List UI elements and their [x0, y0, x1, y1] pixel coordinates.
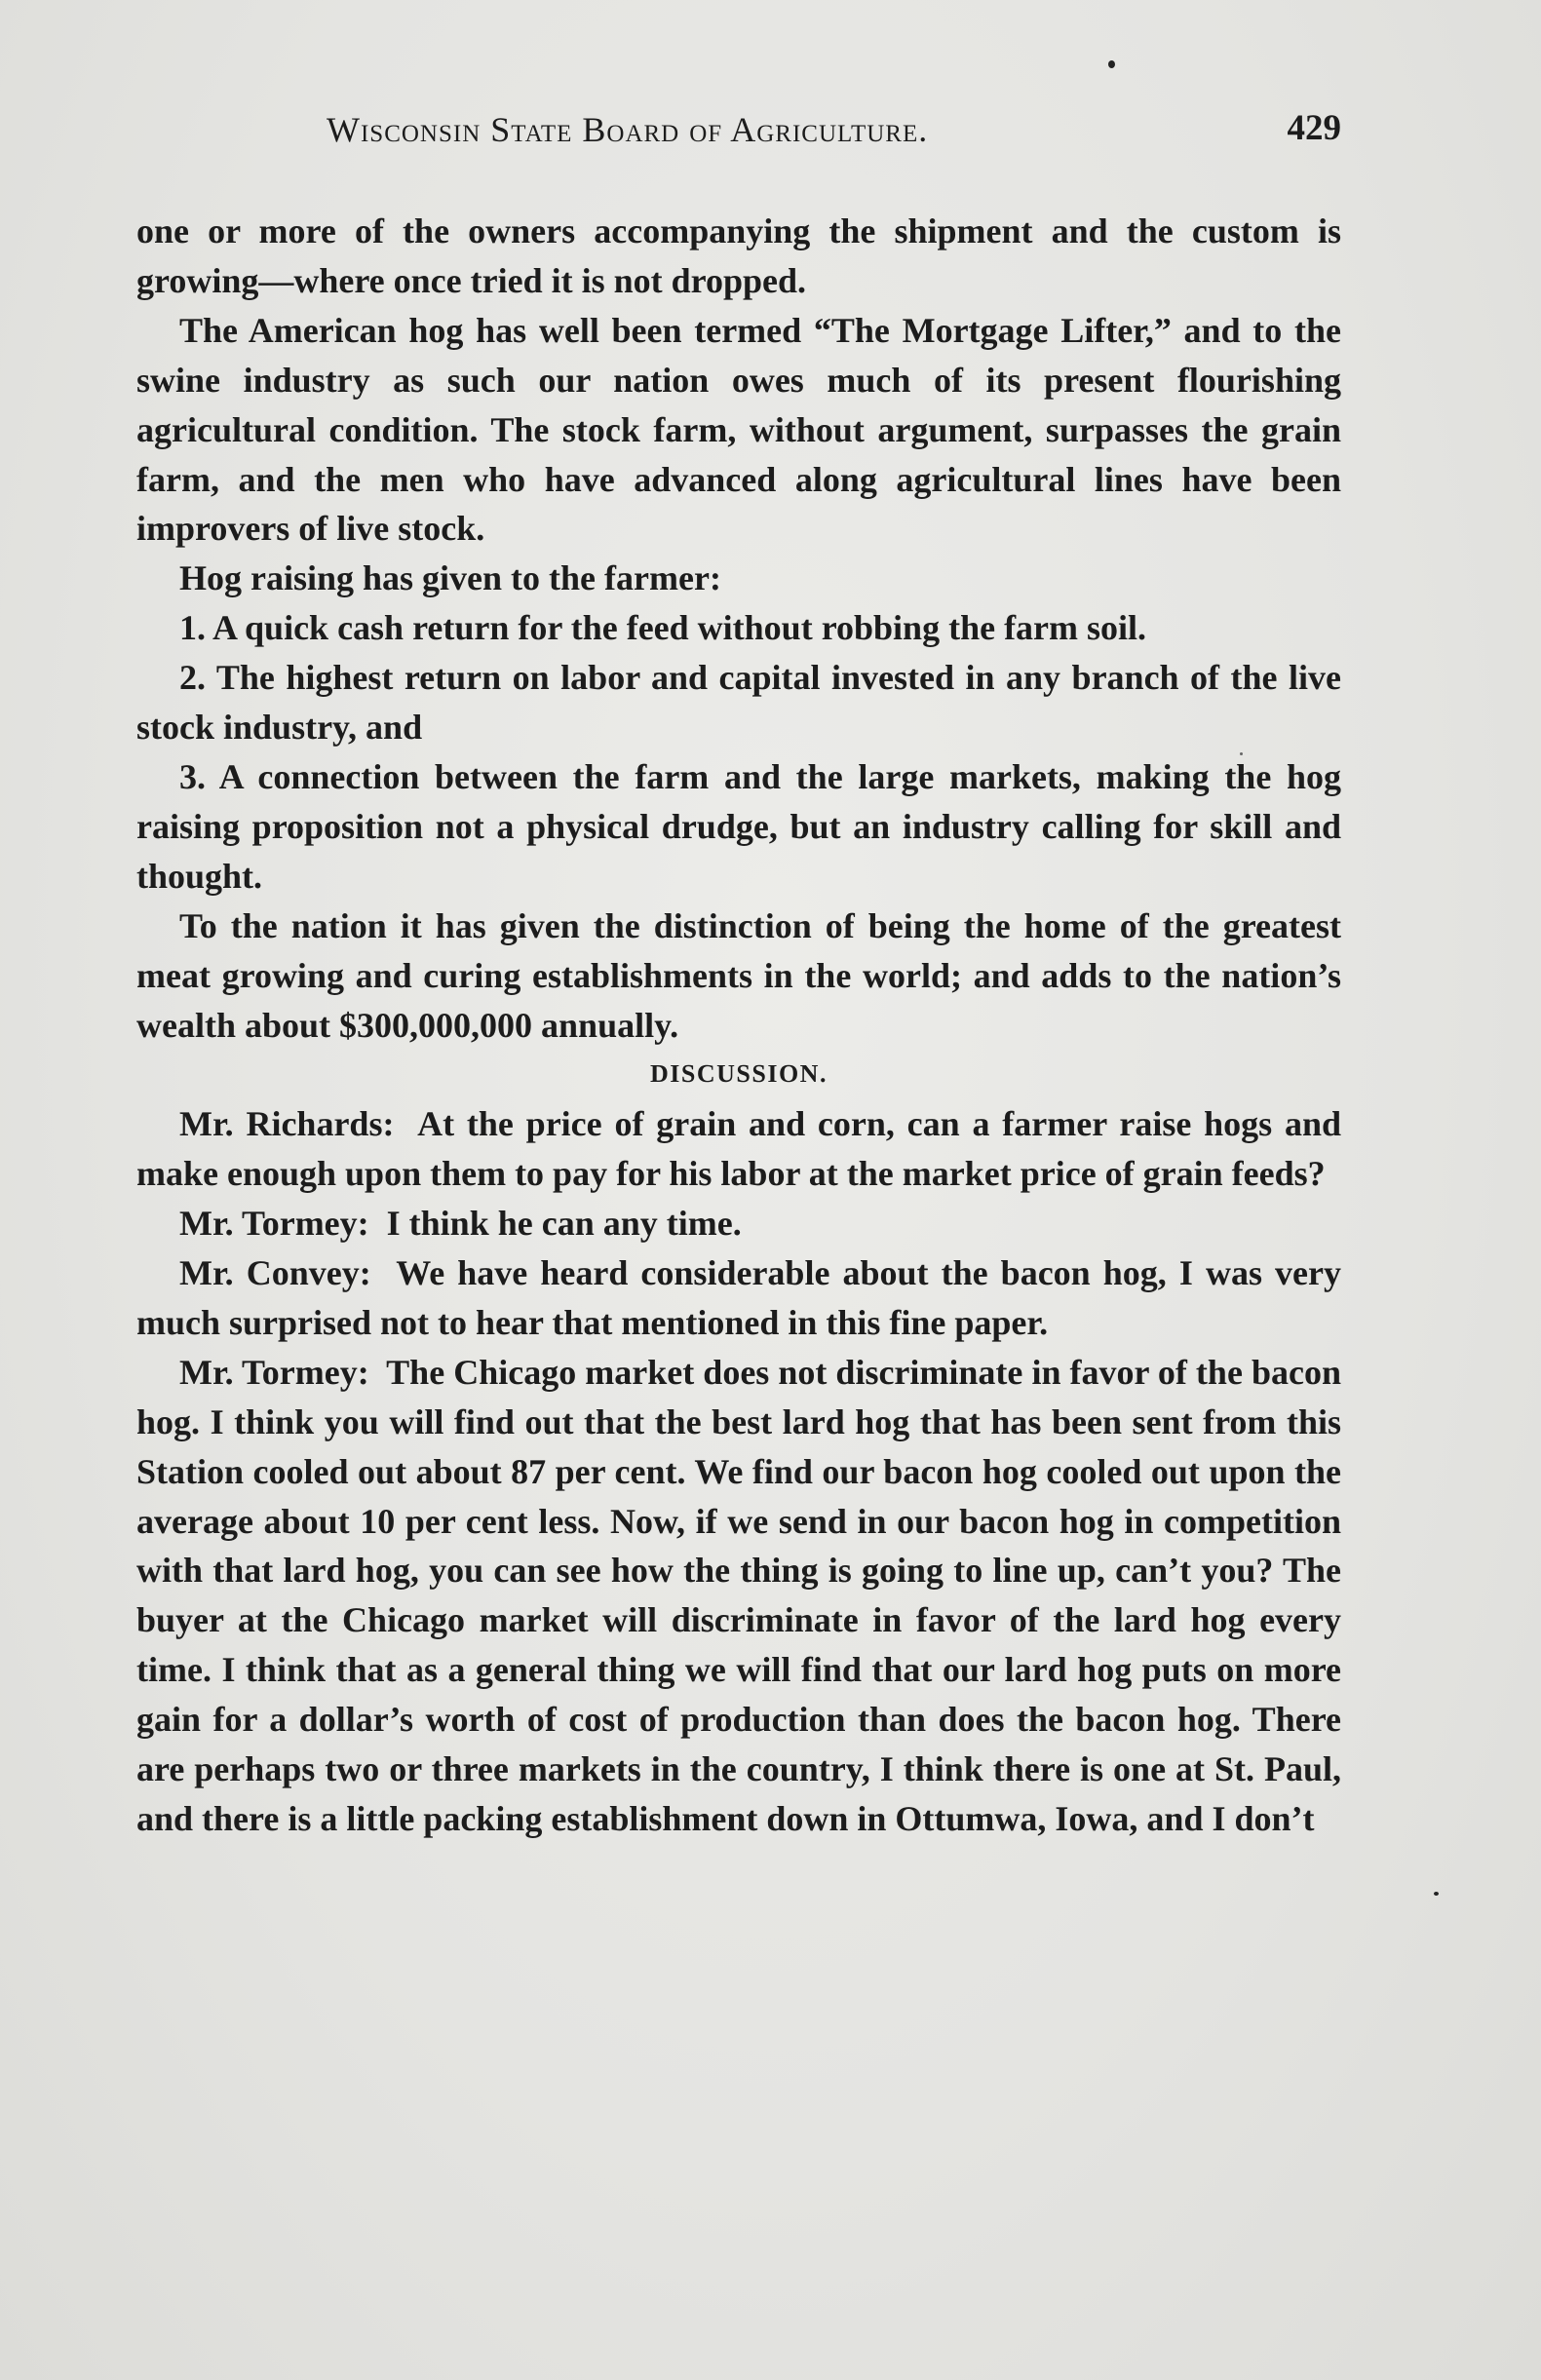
speaker-name: Mr. Richards:	[179, 1104, 395, 1144]
paragraph: Hog raising has given to the farmer:	[179, 558, 721, 598]
running-head: Wisconsin State Board of Agriculture.	[327, 110, 929, 149]
discussion-entry	[136, 1248, 1341, 1348]
paragraph: To the nation it has given the distinction of being the home of the greatest meat growing and curing establishments in the world; and adds to the nation’s wealth about $300,000,000 annually.	[136, 905, 1341, 1045]
page-header	[136, 101, 1341, 160]
discussion-text: We have heard considerable about the bacon hog, I was very much surprised not to hear that mentioned in this fine paper.	[136, 1253, 1341, 1342]
discussion-text: I think he can any time.	[386, 1204, 742, 1244]
list-item: 2. The highest return on labor and capital invested in any branch of the live stock industry, and	[136, 658, 1341, 748]
discussion-entry	[136, 1348, 1341, 1844]
speaker-name: Mr. Tormey:	[179, 1204, 369, 1244]
speaker-name: Mr. Convey:	[179, 1253, 371, 1293]
page-number: 429	[1287, 108, 1341, 148]
paragraph: The American hog has well been termed “The Mortgage Lifter,” and to the swine industry as such our nation owes much of its present flourishing agricultural condition. The stock farm, without argument, surpasses the grain farm, and the men who have advanced along agricultural lines have been improvers of live stock.	[136, 310, 1341, 549]
discussion-entry	[136, 1099, 1341, 1199]
discussion-text: At the price of grain and corn, can a farmer raise hogs and make enough upon them to pay for his labor at the market price of grain feeds?	[136, 1104, 1342, 1194]
paragraph: one or more of the owners accompanying the shipment and the custom is growing—where once tried it is not dropped.	[136, 211, 1341, 300]
list-item: 3. A connection between the farm and the large markets, making the hog raising proposition not a physical drudge, but an industry calling for skill and thought.	[136, 756, 1341, 896]
print-speck	[1108, 60, 1115, 68]
page-body	[136, 207, 1341, 1844]
list-item: 1. A quick cash return for the feed without robbing the farm soil.	[179, 608, 1147, 648]
discussion-entry	[136, 1199, 1341, 1248]
discussion-text: The Chicago market does not discriminate in favor of the bacon hog. I think you will find out that the best lard hog that has been sent from this Station cooled out about 87 per cent. We find our bacon hog cooled out upon the average about 10 per cent less. Now, if we send in our bacon hog in competition with that lard hog, you can see how the thing is going to line up, can’t you? The buyer at the Chicago market will discriminate in favor of the lard hog every time. I think that as a general thing we will find that our lard hog puts on more gain for a dollar’s worth of cost of production than does the bacon hog. There are perhaps two or three markets in the country, I think there is one at St. Paul, and there is a little packing establishment down in Ottumwa, Iowa, and I don’t	[136, 1352, 1341, 1838]
print-speck	[1434, 1892, 1439, 1896]
speaker-name: Mr. Tormey:	[179, 1352, 369, 1392]
discussion-heading: DISCUSSION.	[650, 1059, 828, 1089]
